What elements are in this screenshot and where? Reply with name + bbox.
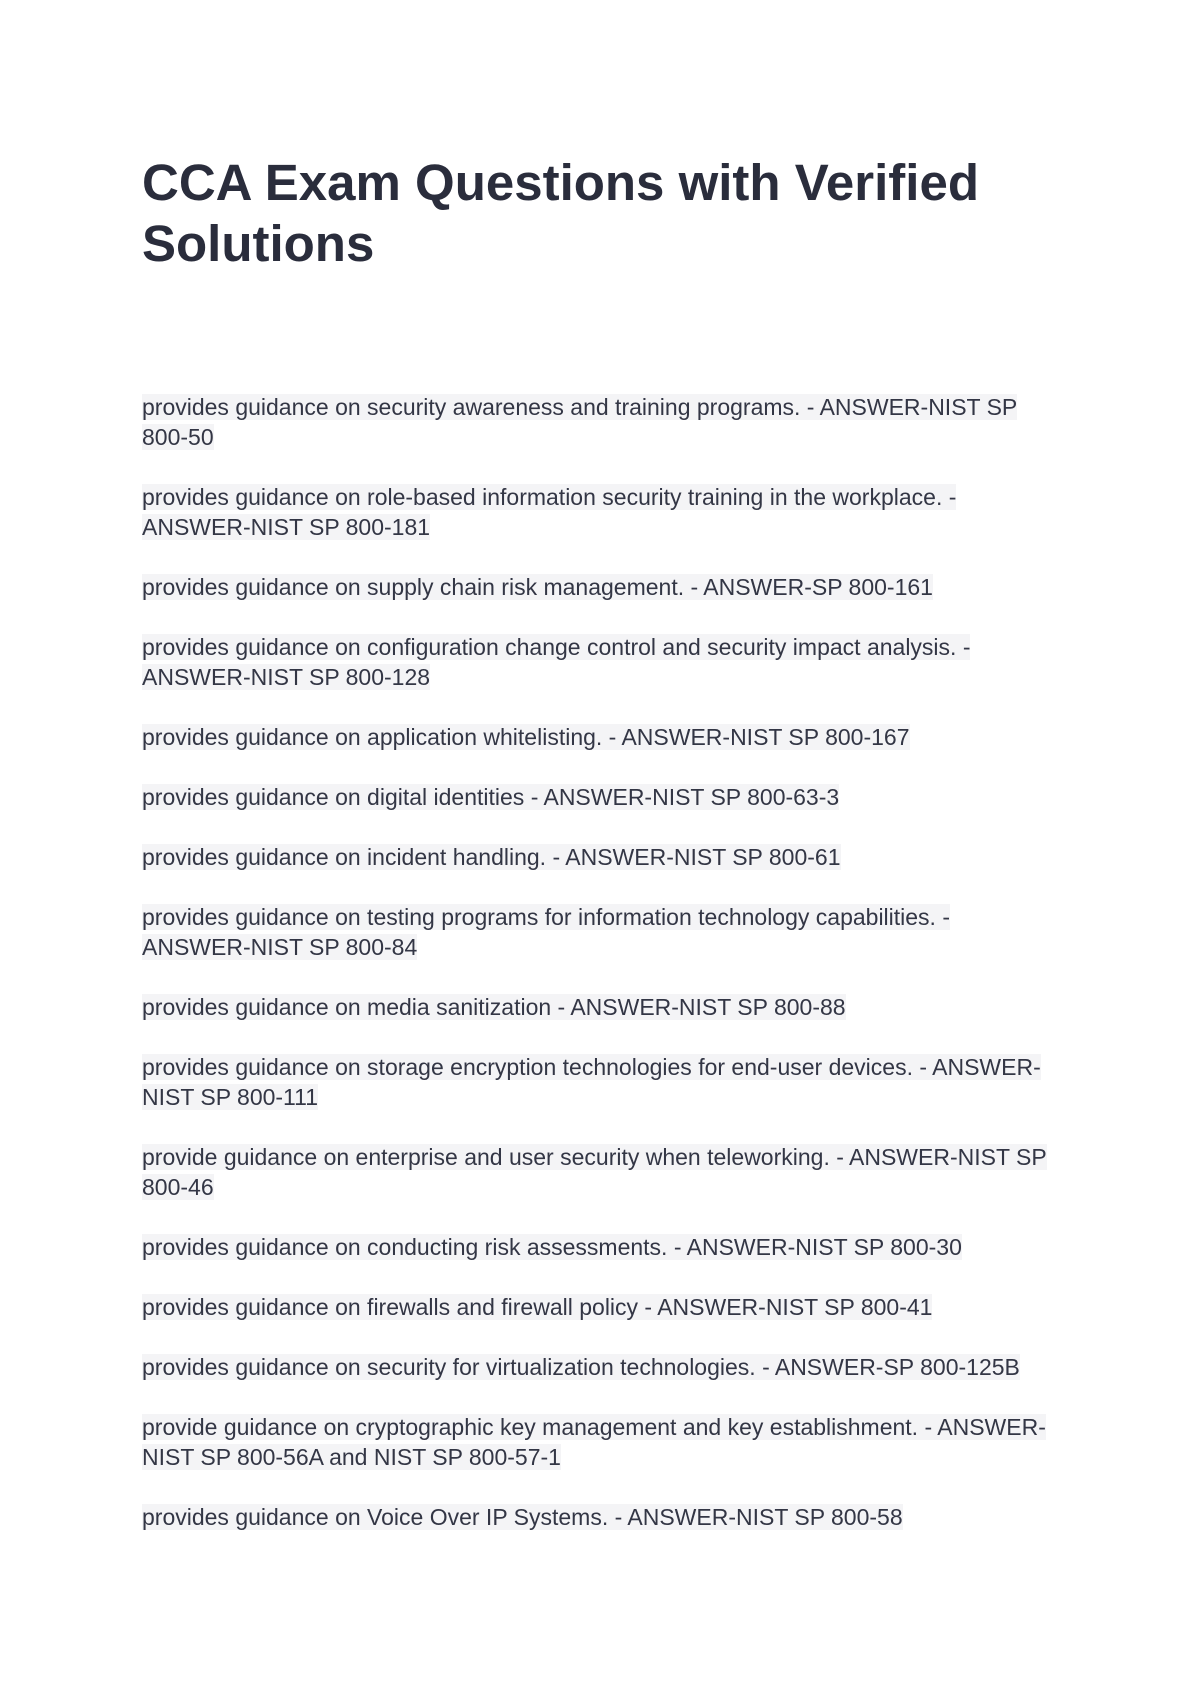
qa-text: provides guidance on supply chain risk management. - ANSWER-SP 800-161 [142,574,933,600]
qa-text: provides guidance on incident handling. - ANSWER-NIST SP 800-61 [142,844,841,870]
qa-list [142,392,1054,1562]
qa-text: provides guidance on role-based information security training in the workplace. - ANSWER-NIST SP 800-181 [142,484,957,540]
qa-text: provides guidance on firewalls and firewall policy - ANSWER-NIST SP 800-41 [142,1294,933,1320]
list-item [142,1412,1054,1472]
qa-text: provides guidance on Voice Over IP Systems. - ANSWER-NIST SP 800-58 [142,1504,903,1530]
qa-text: provides guidance on digital identities - ANSWER-NIST SP 800-63-3 [142,784,840,810]
qa-text: provides guidance on storage encryption technologies for end-user devices. - ANSWER-NIST SP 800-111 [142,1054,1041,1110]
list-item [142,992,1054,1022]
qa-text: provides guidance on configuration change control and security impact analysis. - ANSWER-NIST SP 800-128 [142,634,971,690]
list-item [142,632,1054,692]
qa-text: provides guidance on testing programs for information technology capabilities. - ANSWER-NIST SP 800-84 [142,904,950,960]
qa-text: provides guidance on security for virtualization technologies. - ANSWER-SP 800-125B [142,1354,1020,1380]
list-item [142,482,1054,542]
list-item [142,572,1054,602]
list-item [142,1352,1054,1382]
list-item [142,1142,1054,1202]
qa-text: provide guidance on enterprise and user security when teleworking. - ANSWER-NIST SP 800-46 [142,1144,1047,1200]
list-item [142,902,1054,962]
page-title: CCA Exam Questions with Verified Solutions [142,154,979,272]
qa-text: provides guidance on media sanitization - ANSWER-NIST SP 800-88 [142,994,846,1020]
list-item [142,782,1054,812]
list-item [142,1052,1054,1112]
list-item [142,1292,1054,1322]
list-item [142,1232,1054,1262]
qa-text: provides guidance on security awareness and training programs. - ANSWER-NIST SP 800-50 [142,394,1018,450]
list-item [142,722,1054,752]
list-item [142,1502,1054,1532]
qa-text: provide guidance on cryptographic key management and key establishment. - ANSWER-NIST SP 800-56A and NIST SP 800-57-1 [142,1414,1046,1470]
qa-text: provides guidance on conducting risk assessments. - ANSWER-NIST SP 800-30 [142,1234,962,1260]
list-item [142,842,1054,872]
list-item [142,392,1054,452]
qa-text: provides guidance on application whitelisting. - ANSWER-NIST SP 800-167 [142,724,910,750]
